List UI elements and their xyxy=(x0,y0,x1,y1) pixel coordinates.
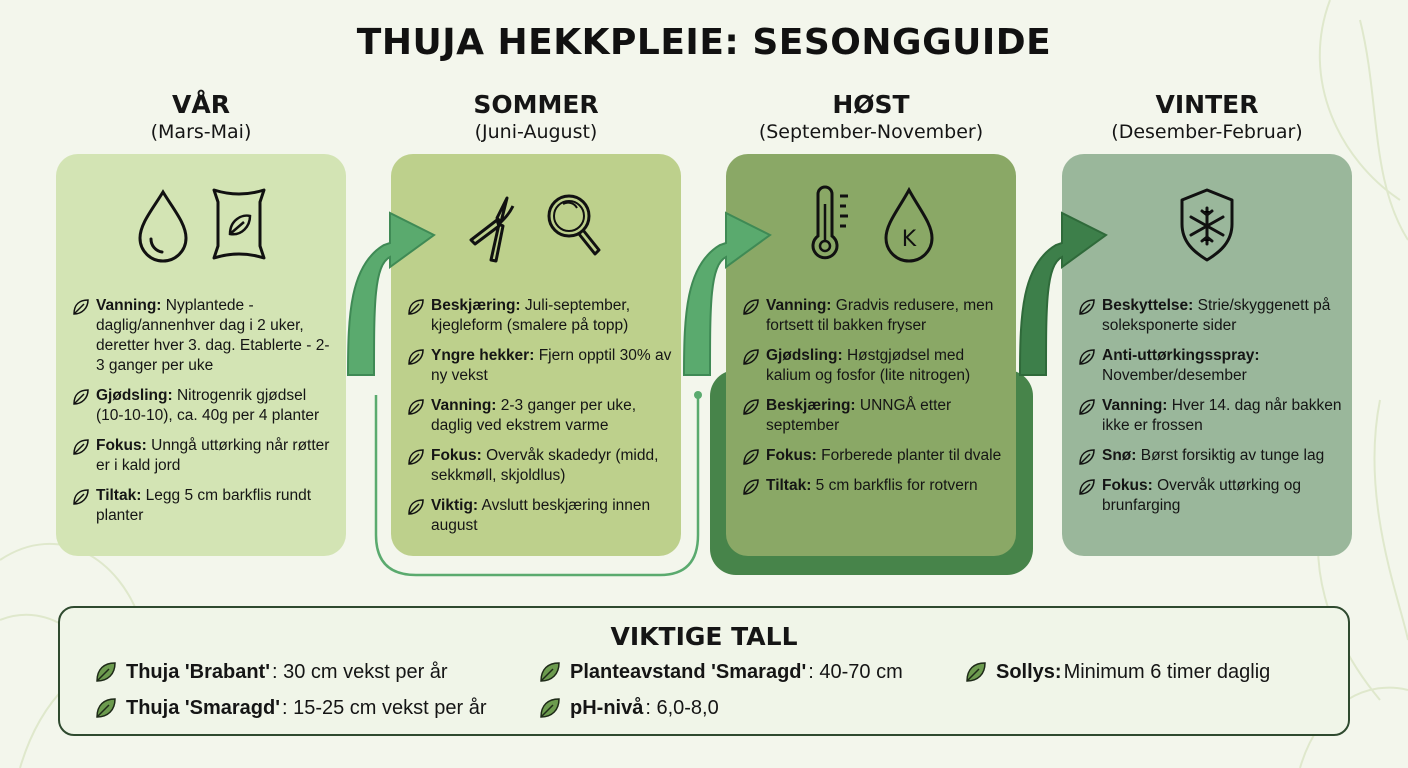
list-item: Beskjæring: UNNGÅ etter september xyxy=(742,396,1008,436)
leaf-icon xyxy=(964,660,988,684)
list-item: Beskjæring: Juli-september, kjegleform (smalere på topp) xyxy=(407,296,673,336)
leaf-bullet-icon xyxy=(1078,478,1096,496)
list-item: Vanning: 2-3 ganger per uke, daglig ved ekstrem varme xyxy=(407,396,673,436)
winter-task-list xyxy=(1078,296,1344,526)
leaf-bullet-icon xyxy=(72,438,90,456)
list-item: Tiltak: Legg 5 cm barkflis rundt planter xyxy=(72,486,338,526)
season-name: VINTER xyxy=(1155,90,1259,119)
list-item: Fokus: Forberede planter til dvale xyxy=(742,446,1008,466)
potassium-drop-icon xyxy=(878,184,940,264)
list-item: Fokus: Unngå uttørking når røtter er i kald jord xyxy=(72,436,338,476)
spring-task-list xyxy=(72,296,338,536)
list-item: Gjødsling: Høstgjødsel med kalium og fosfor (lite nitrogen) xyxy=(742,346,1008,386)
list-item: Beskyttelse: Strie/skyggenett på soleksponerte sider xyxy=(1078,296,1344,336)
fact-item: pH-nivå : 6,0-8,0 xyxy=(538,696,719,720)
season-months: (September-November) xyxy=(758,121,984,143)
leaf-bullet-icon xyxy=(742,398,760,416)
leaf-bullet-icon xyxy=(742,478,760,496)
leaf-icon xyxy=(94,660,118,684)
summer-task-list xyxy=(407,296,673,546)
key-figures-panel xyxy=(58,606,1350,736)
page-title: THUJA HEKKPLEIE: SESONGGUIDE xyxy=(356,22,1052,63)
leaf-bullet-icon xyxy=(72,388,90,406)
list-item: Fokus: Overvåk skadedyr (midd, sekkmøll, skjoldlus) xyxy=(407,446,673,486)
leaf-bullet-icon xyxy=(742,448,760,466)
list-item: Vanning: Nyplantede - daglig/annenhver dag i 2 uker, deretter hver 3. dag. Etablerte - 2-3 ganger per uke xyxy=(72,296,338,376)
snowflake-shield-icon xyxy=(1176,184,1238,264)
season-header-spring xyxy=(51,90,351,144)
list-item: Viktig: Avslutt beskjæring innen august xyxy=(407,496,673,536)
key-figures-title: VIKTIGE TALL xyxy=(610,622,798,651)
list-item: Anti-uttørkingsspray: November/desember xyxy=(1078,346,1344,386)
list-item: Vanning: Gradvis redusere, men fortsett til bakken fryser xyxy=(742,296,1008,336)
leaf-bullet-icon xyxy=(407,498,425,516)
fact-item: Thuja 'Smaragd' : 15-25 cm vekst per år xyxy=(94,696,487,720)
thermometer-icon xyxy=(802,184,864,264)
list-item: Snø: Børst forsiktig av tunge lag xyxy=(1078,446,1344,466)
season-months: (Juni-August) xyxy=(474,121,598,143)
fact-item: Planteavstand 'Smaragd' : 40-70 cm xyxy=(538,660,903,684)
leaf-bullet-icon xyxy=(1078,448,1096,466)
season-name: SOMMER xyxy=(473,90,599,119)
arrow-summer-to-autumn xyxy=(680,205,775,385)
fertilizer-bag-icon xyxy=(208,184,270,264)
season-name: HØST xyxy=(832,90,910,119)
leaf-bullet-icon xyxy=(407,398,425,416)
leaf-bullet-icon xyxy=(407,448,425,466)
season-name: VÅR xyxy=(172,90,230,119)
leaf-icon xyxy=(94,696,118,720)
leaf-bullet-icon xyxy=(72,488,90,506)
season-header-summer xyxy=(386,90,686,144)
arrow-autumn-to-winter xyxy=(1016,205,1111,385)
list-item: Gjødsling: Nitrogenrik gjødsel (10-10-10), ca. 40g per 4 planter xyxy=(72,386,338,426)
season-months: (Desember-Februar) xyxy=(1111,121,1303,143)
list-item: Tiltak: 5 cm barkflis for rotvern xyxy=(742,476,1008,496)
fact-item: Sollys: Minimum 6 timer daglig xyxy=(964,660,1270,684)
list-item: Vanning: Hver 14. dag når bakken ikke er frossen xyxy=(1078,396,1344,436)
arrow-spring-to-summer xyxy=(344,205,439,385)
pruning-shears-icon xyxy=(467,184,529,264)
water-drop-icon xyxy=(132,184,194,264)
list-item: Yngre hekker: Fjern opptil 30% av ny vekst xyxy=(407,346,673,386)
season-header-autumn xyxy=(721,90,1021,144)
leaf-icon xyxy=(538,660,562,684)
list-item: Fokus: Overvåk uttørking og brunfarging xyxy=(1078,476,1344,516)
leaf-bullet-icon xyxy=(1078,398,1096,416)
fact-item: Thuja 'Brabant' : 30 cm vekst per år xyxy=(94,660,448,684)
season-card-spring xyxy=(56,154,346,556)
leaf-bullet-icon xyxy=(72,298,90,316)
svg-text:K: K xyxy=(901,227,917,252)
autumn-task-list xyxy=(742,296,1008,506)
magnifying-glass-icon xyxy=(543,184,605,264)
leaf-icon xyxy=(538,696,562,720)
season-months: (Mars-Mai) xyxy=(150,121,252,143)
season-header-winter xyxy=(1057,90,1357,144)
